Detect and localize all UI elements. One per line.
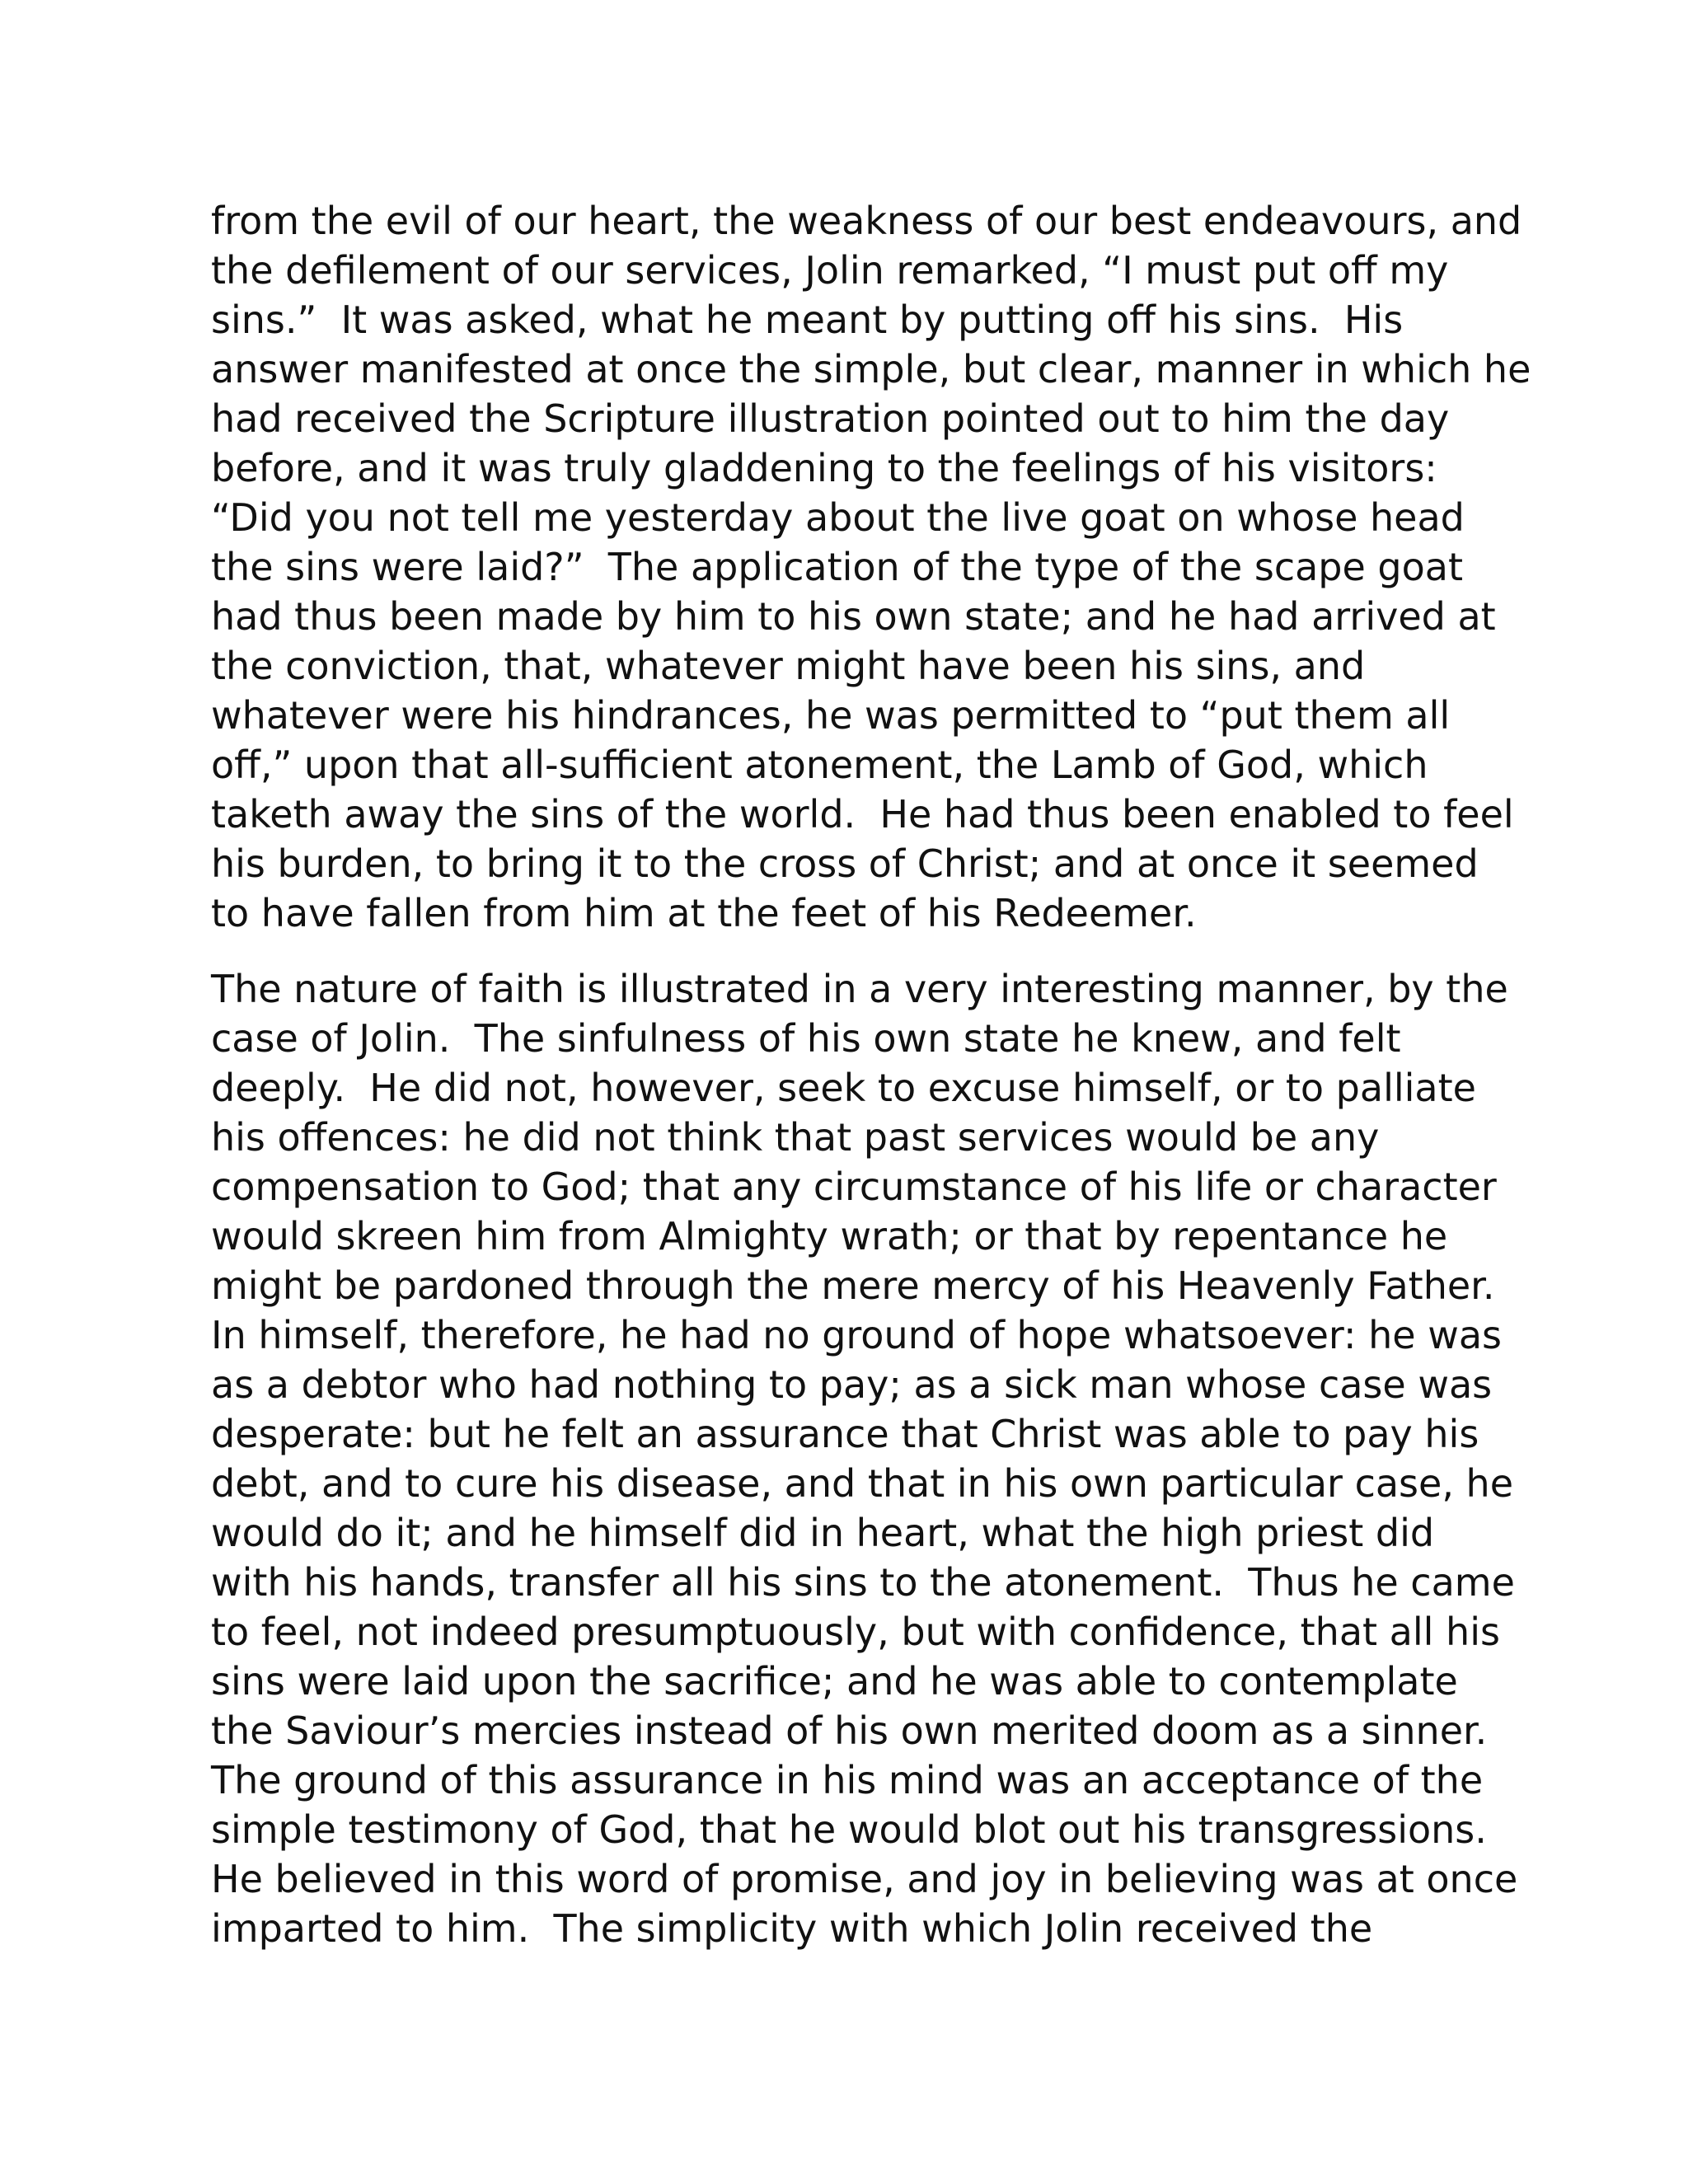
text-line: simple testimony of God, that he would blot out his transgressions. <box>211 1807 1487 1852</box>
text-line: the Saviour’s mercies instead of his own merited doom as a sinner. <box>211 1708 1488 1753</box>
text-line: The ground of this assurance in his mind was an acceptance of the <box>211 1758 1484 1802</box>
text-line: would do it; and he himself did in heart, what the high priest did <box>211 1511 1435 1555</box>
text-line: the sins were laid?” The application of the type of the scape goat <box>211 545 1463 589</box>
text-line: In himself, therefore, he had no ground of hope whatsoever: he was <box>211 1313 1502 1357</box>
text-line: had received the Scripture illustration pointed out to him the day <box>211 396 1450 441</box>
text-line: would skreen him from Almighty wrath; or that by repentance he <box>211 1214 1448 1258</box>
text-line: debt, and to cure his disease, and that in his own particular case, he <box>211 1461 1514 1506</box>
text-line: case of Jolin. The sinfulness of his own state he knew, and felt <box>211 1016 1401 1061</box>
text-line: taketh away the sins of the world. He had thus been enabled to feel <box>211 792 1514 837</box>
text-line: as a debtor who had nothing to pay; as a sick man whose case was <box>211 1362 1493 1407</box>
text-line: desperate: but he felt an assurance that Christ was able to pay his <box>211 1412 1479 1456</box>
text-line: deeply. He did not, however, seek to excuse himself, or to palliate <box>211 1066 1476 1110</box>
text-line: to have fallen from him at the feet of his Redeemer. <box>211 891 1197 935</box>
text-line: whatever were his hindrances, he was permitted to “put them all <box>211 693 1451 738</box>
text-line: with his hands, transfer all his sins to the atonement. Thus he came <box>211 1560 1515 1605</box>
paragraph-1 <box>211 196 1531 938</box>
text-line: had thus been made by him to his own state; and he had arrived at <box>211 594 1496 639</box>
text-line: sins were laid upon the sacrifice; and he was able to contemplate <box>211 1659 1458 1704</box>
text-line: before, and it was truly gladdening to the feelings of his visitors: <box>211 446 1437 490</box>
text-line: imparted to him. The simplicity with which Jolin received the <box>211 1906 1373 1951</box>
text-line: off,” upon that all-sufficient atonement, the Lamb of God, which <box>211 743 1428 787</box>
text-line: the conviction, that, whatever might have been his sins, and <box>211 644 1366 688</box>
paragraph-2 <box>211 964 1518 1953</box>
text-line: to feel, not indeed presumptuously, but with confidence, that all his <box>211 1610 1500 1654</box>
text-line: the defilement of our services, Jolin remarked, “I must put off my <box>211 248 1449 293</box>
text-line: his burden, to bring it to the cross of Christ; and at once it seemed <box>211 841 1479 886</box>
text-line: might be pardoned through the mere mercy of his Heavenly Father. <box>211 1263 1495 1308</box>
text-line: “Did you not tell me yesterday about the live goat on whose head <box>211 495 1465 540</box>
text-line: answer manifested at once the simple, but clear, manner in which he <box>211 347 1531 391</box>
text-line: The nature of faith is illustrated in a very interesting manner, by the <box>211 967 1508 1011</box>
text-line: sins.” It was asked, what he meant by putting off his sins. His <box>211 298 1404 342</box>
text-line: his offences: he did not think that past services would be any <box>211 1115 1380 1160</box>
text-line: He believed in this word of promise, and joy in believing was at once <box>211 1857 1518 1901</box>
text-line: compensation to God; that any circumstance of his life or character <box>211 1165 1497 1209</box>
text-line: from the evil of our heart, the weakness of our best endeavours, and <box>211 199 1522 243</box>
